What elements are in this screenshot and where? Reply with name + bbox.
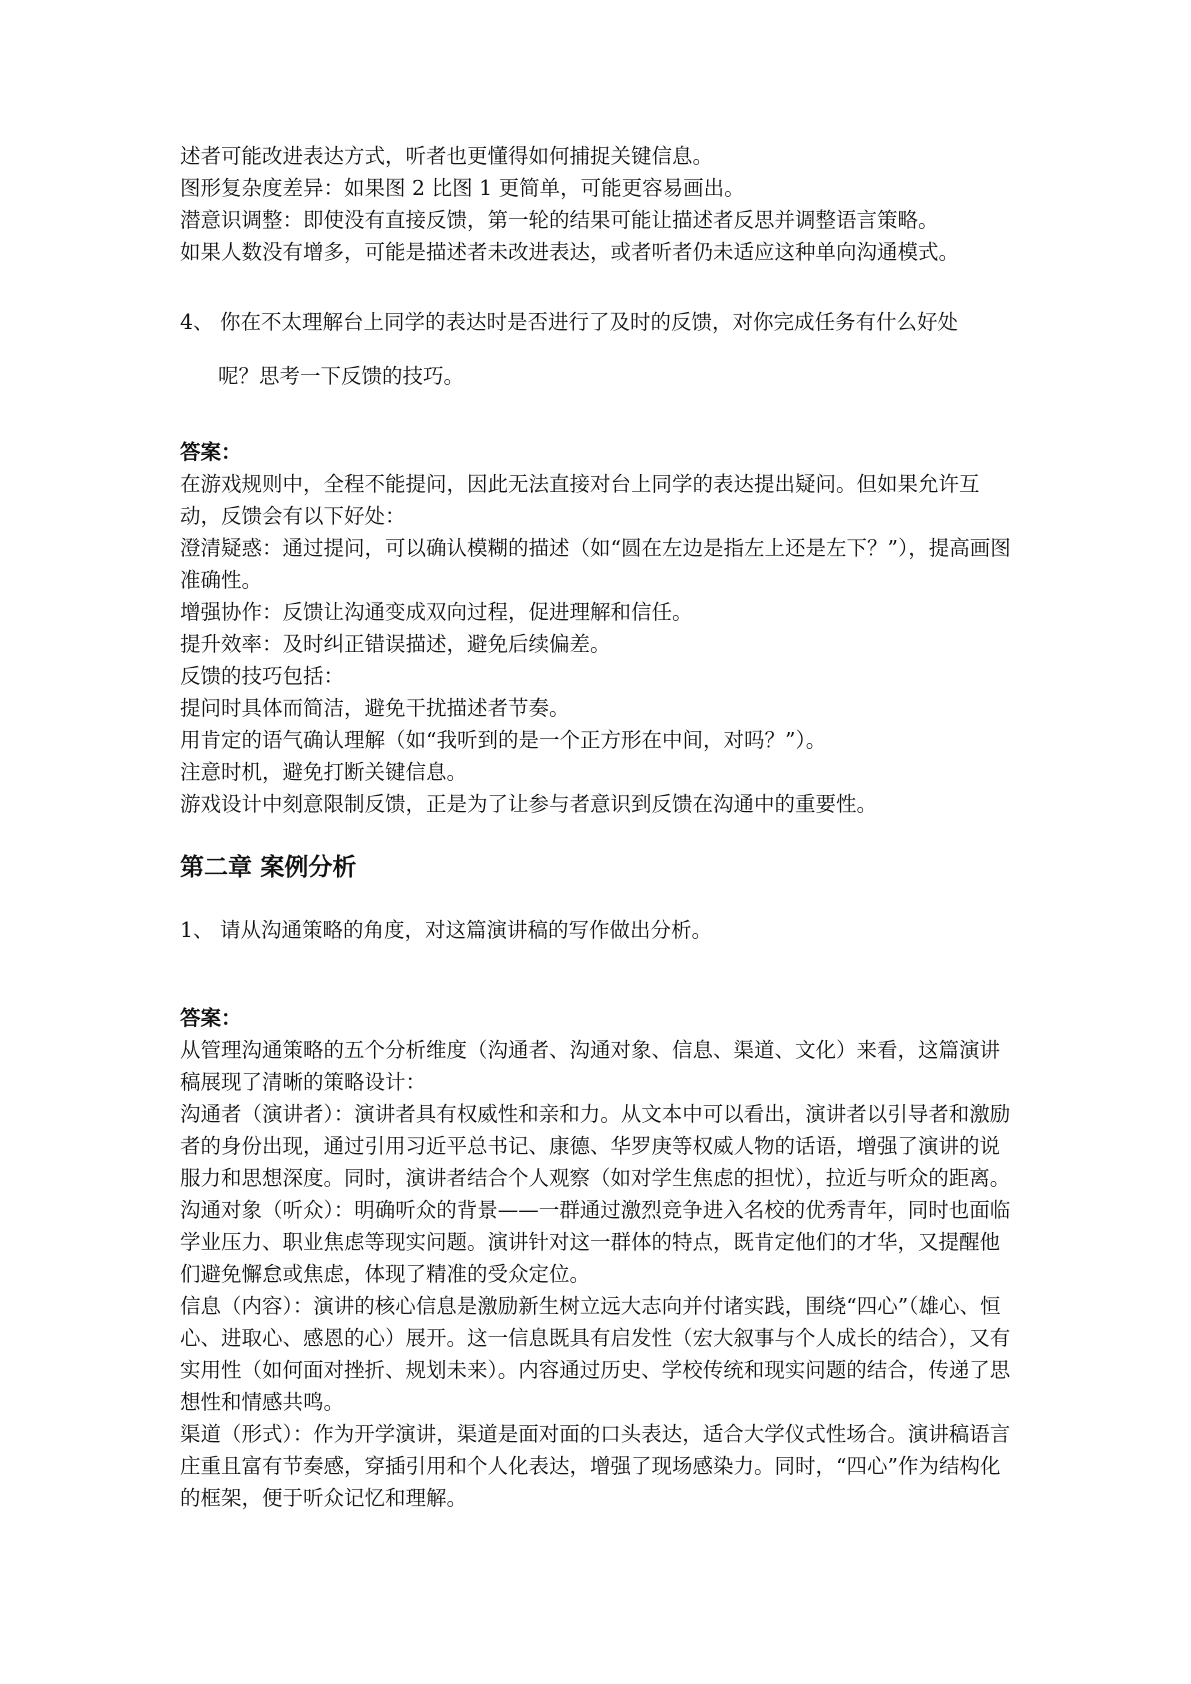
section-continuation xyxy=(180,140,1020,268)
answer-paragraph: 沟通者（演讲者）：演讲者具有权威性和亲和力。从文本中可以看出，演讲者以引导者和激励者的身份出现，通过引用习近平总书记、康德、华罗庚等权威人物的话语，增强了演讲的说服力和思想深度。同时，演讲者结合个人观察（如对学生焦虑的担忧），拉近与听众的距离。 xyxy=(180,1102,1011,1190)
answer-label: 答案： xyxy=(180,1006,242,1030)
answer-paragraph: 游戏设计中刻意限制反馈，正是为了让参与者意识到反馈在沟通中的重要性。 xyxy=(180,792,877,816)
answer-paragraph: 提升效率：及时纠正错误描述，避免后续偏差。 xyxy=(180,632,611,656)
chapter2-answer xyxy=(180,1002,1020,1514)
answer-4 xyxy=(180,436,1020,820)
answer-paragraph: 在游戏规则中，全程不能提问，因此无法直接对台上同学的表达提出疑问。但如果允许互动，反馈会有以下好处： xyxy=(180,472,980,528)
answer-paragraph: 反馈的技巧包括： xyxy=(180,664,344,688)
document-page xyxy=(180,140,1020,1514)
text-line: 图形复杂度差异：如果图 2 比图 1 更简单，可能更容易画出。 xyxy=(180,176,745,200)
answer-paragraph: 增强协作：反馈让沟通变成双向过程，促进理解和信任。 xyxy=(180,600,693,624)
answer-paragraph: 提问时具体而简洁，避免干扰描述者节奏。 xyxy=(180,696,570,720)
answer-paragraph: 澄清疑惑：通过提问，可以确认模糊的描述（如“圆在左边是指左上还是左下？”），提高画图准确性。 xyxy=(180,536,1011,592)
chapter2-question-1: 1、 请从沟通策略的角度，对这篇演讲稿的写作做出分析。 xyxy=(180,918,713,942)
question-4-line2: 呢？思考一下反馈的技巧。 xyxy=(218,364,464,388)
answer-paragraph: 从管理沟通策略的五个分析维度（沟通者、沟通对象、信息、渠道、文化）来看，这篇演讲稿展现了清晰的策略设计： xyxy=(180,1038,1000,1094)
chapter-title: 第二章 案例分析 xyxy=(180,852,357,881)
answer-label: 答案： xyxy=(180,440,242,464)
text-line: 述者可能改进表达方式，听者也更懂得如何捕捉关键信息。 xyxy=(180,144,713,168)
question-4 xyxy=(180,306,1020,392)
answer-paragraph: 沟通对象（听众）：明确听众的背景——一群通过激烈竞争进入名校的优秀青年，同时也面临学业压力、职业焦虑等现实问题。演讲针对这一群体的特点，既肯定他们的才华，又提醒他们避免懈怠或焦虑，体现了精准的受众定位。 xyxy=(180,1198,1011,1286)
question-4-line1: 4、 你在不太理解台上同学的表达时是否进行了及时的反馈，对你完成任务有什么好处 xyxy=(180,310,959,334)
text-line: 潜意识调整：即使没有直接反馈，第一轮的结果可能让描述者反思并调整语言策略。 xyxy=(180,208,939,232)
answer-paragraph: 信息（内容）：演讲的核心信息是激励新生树立远大志向并付诸实践，围绕“四心”（雄心、恒心、进取心、感恩的心）展开。这一信息既具有启发性（宏大叙事与个人成长的结合），又有实用性（如何面对挫折、规划未来）。内容通过历史、学校传统和现实问题的结合，传递了思想性和情感共鸣。 xyxy=(180,1294,1011,1414)
answer-paragraph: 注意时机，避免打断关键信息。 xyxy=(180,760,467,784)
answer-paragraph: 渠道（形式）：作为开学演讲，渠道是面对面的口头表达，适合大学仪式性场合。演讲稿语言庄重且富有节奏感，穿插引用和个人化表达，增强了现场感染力。同时，“四心”作为结构化的框架，便于听众记忆和理解。 xyxy=(180,1422,1011,1510)
answer-paragraph: 用肯定的语气确认理解（如“我听到的是一个正方形在中间，对吗？”）。 xyxy=(180,728,827,752)
text-line: 如果人数没有增多，可能是描述者未改进表达，或者听者仍未适应这种单向沟通模式。 xyxy=(180,240,959,264)
